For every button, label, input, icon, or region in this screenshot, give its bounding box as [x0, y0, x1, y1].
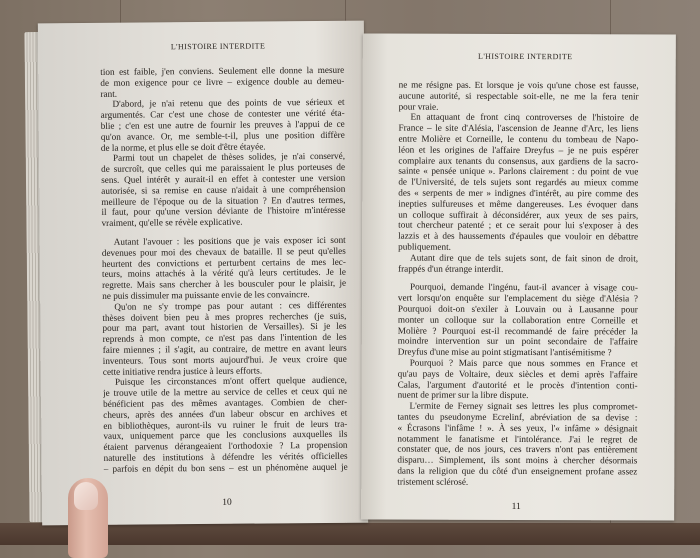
text-line: Calas, l'argument d'autorité et le procès d'intention conti-: [397, 379, 638, 390]
paragraph: [398, 358, 638, 402]
text-line: de la norme, et plus elle se doit d'être étayée.: [100, 141, 266, 153]
text-line: frappés d'un étrange interdit.: [398, 263, 504, 274]
text-line: nuent de primer sur la libre dispute.: [397, 389, 529, 401]
text-line: regrette. Mais sans chercher à les bousculer pour le plaisir, je: [102, 277, 347, 291]
text-line: En attaquant de front cinq controverses de l'histoire de: [410, 112, 639, 123]
text-line: disparu… Simplement, ils sont moins à chercher désormais: [397, 454, 638, 466]
text-line: D'abord, je n'ai retenu que des points de vue sérieux et: [112, 97, 345, 110]
text-line: Pourquoi ? Mais parce que nous sommes en France et: [409, 357, 638, 369]
text-line: vert lorsqu'on enquête sur l'emplacement du siège d'Alésia ?: [397, 292, 638, 304]
right-page: [361, 33, 676, 520]
text-line: qu'au pays de Voltaire, deux siècles et demi après l'affaire: [397, 368, 638, 380]
paragraph: [399, 80, 639, 113]
text-line: « Écrasons l'infâme ! ». À ses yeux, l'« infâme » désignait: [397, 422, 638, 434]
paragraph: [397, 401, 637, 488]
text-line: de surcroît, que celles qui me paraissaient le plus porteuses de: [101, 161, 346, 175]
text-line: sens. Quel intérêt y aurait-il en effet à contester une version: [101, 172, 346, 185]
text-line: thèses doivent bien peu à mes propres recherches (je suis,: [102, 310, 347, 323]
text-line: bénéficient pas des mêmes avantages. Combien de cher-: [103, 396, 348, 409]
text-line: Dreyfus d'une mise au point stigmatisant l'antisémitisme ?: [397, 346, 612, 358]
text-line: Pourquoi doit-on s'exiler à Louvain ou à Lausanne pour: [397, 303, 638, 315]
text-line: de mon exigence pour ce livre – exigence double au demeu-: [100, 75, 345, 88]
text-line: entre Molière et Corneille, le contenu du tombeau de Napo-: [398, 133, 639, 145]
left-page: [38, 21, 368, 526]
text-line: de l'Université, de tels sujets sont regardés au mieux comme: [398, 176, 639, 188]
text-line: un colloque suffirait à déconsidérer, aux yeux de ses pairs,: [398, 209, 639, 220]
text-line: inepties sulfureuses et même dangereuses. Les évoquer dans: [398, 198, 639, 210]
text-line: tristement sclérosé.: [397, 476, 469, 487]
paragraph: [102, 299, 347, 377]
paragraph: [398, 282, 638, 358]
text-line: constater que, de nos jours, ces travers n'ont pas entièrement: [397, 443, 638, 455]
text-line: naturelle des institutions à défendre les vérités officielles: [103, 450, 348, 463]
text-line: des « serpents de mer » indignes d'intérêt, au pire comme des: [398, 187, 639, 199]
text-line: argumentés. Car c'est une chose de contester une vérité éta-: [100, 107, 345, 121]
text-line: vraiment, qu'elle se révèle explicative.: [101, 216, 243, 229]
page-number: 11: [511, 501, 521, 513]
text-line: publiquement.: [398, 241, 451, 252]
text-line: cette initiative rendra justice à leurs efforts.: [102, 365, 263, 377]
text-line: monter un colloque sur la collaboration entre Corneille et: [397, 314, 638, 326]
paragraph: [100, 97, 344, 153]
running-head: L'HISTOIRE INTERDITE: [478, 51, 573, 62]
text-line: sainte « pensée unique ». Parlons clairement : du point de vue: [398, 165, 639, 177]
page-number: 10: [222, 497, 232, 508]
text-line: faire miennes ; il s'agit, au contraire, de mettre en avant leurs: [102, 342, 347, 355]
text-line: Puisque les circonstances m'ont offert quelque audience,: [114, 375, 347, 388]
text-section: [397, 282, 638, 488]
text-line: étaient parvenus dérangeaient l'orthodoxie ? La propension: [103, 439, 348, 452]
text-line: reprends à mon compte, ce n'est pas dans l'intention de les: [102, 331, 347, 345]
text-line: complaire aux tenants du consensus, aux gardiens de la sacro-: [398, 155, 639, 166]
text-line: vaux, uniquement parce que les conclusions auxquelles ils: [103, 429, 348, 442]
text-line: ne me résigne pas. Et lorsque je vois qu'une chose est fausse,: [398, 79, 639, 91]
thumbnail: [74, 482, 98, 510]
text-line: en bibliothèques, auront-ils vu ruiner le fruit de leurs tra-: [103, 418, 348, 431]
running-head: L'HISTOIRE INTERDITE: [170, 41, 266, 52]
text-line: Pourquoi, demande l'ingénu, faut-il avancer à visage cou-: [409, 281, 638, 293]
text-line: Autant dire que de tels sujets sont, de fait sinon de droit,: [410, 252, 639, 264]
text-line: France – le site d'Alésia, l'ascension de Jeanne d'Arc, les liens: [398, 122, 639, 134]
text-section: [398, 80, 639, 275]
paragraph: [101, 151, 346, 229]
text-line: pour vraie.: [398, 101, 439, 112]
text-line: blie ; c'en est une autre de fournir les preuves à l'appui de ce: [100, 118, 345, 131]
text-line: notamment le fanatisme et l'intolérance. J'ai le regret de: [397, 433, 638, 444]
text-line: devenues pour moi des chevaux de bataille. Il se peut qu'elles: [101, 245, 346, 258]
text-line: pour ma part, avant tout historien de Versailles). Si je les: [102, 321, 347, 334]
text-line: L'ermite de Ferney signait ses lettres les plus compromet-: [409, 400, 638, 412]
text-line: tion est faible, j'en conviens. Seulement elle donne la mesure: [100, 64, 345, 77]
text-line: Autant l'avouer : les positions que je vais exposer ici sont: [113, 234, 346, 247]
text-section: [102, 235, 348, 475]
text-line: cheurs, après des années d'un labeur obscur en archives et: [103, 407, 348, 420]
text-line: je trouve utile de la mettre au service de celles et ceux qui ne: [102, 385, 348, 398]
paragraph: [102, 235, 347, 302]
text-line: aucune autorité, si respectable soit-elle, ne me la fera tenir: [398, 90, 639, 102]
text-line: ne puis dissimuler ma puissante envie de les convaincre.: [102, 289, 310, 301]
text-line: léon et les origines de l'affaire Dreyfus – je ne puis espérer: [398, 144, 639, 156]
page-text: [397, 80, 638, 488]
page-text: [100, 65, 348, 475]
text-line: tantes du pseudonyme Ecrelinf, abréviation de sa devise :: [397, 411, 638, 423]
text-line: qu'on avance. Or, me semble-t-il, plus une position diffère: [100, 129, 345, 142]
text-line: Qu'on ne s'y trompe pas pour autant : ces différentes: [114, 299, 347, 312]
paragraph: [398, 112, 638, 253]
text-line: moindre intervention sur un point secondaire de l'affaire: [397, 335, 638, 347]
text-line: Parmi tout un chapelet de thèses solides, je n'ai conservé,: [112, 151, 346, 164]
paragraph: [398, 252, 638, 274]
text-line: lazzis et à des haussements d'épaules que vouloir en débattre: [398, 230, 639, 242]
text-line: teurs, moins attachés à la vérité qu'à leurs certitudes. Je le: [101, 267, 347, 280]
text-line: tout chercheur patenté ; et ce serait pour lui s'exposer à des: [398, 219, 639, 231]
paragraph: [103, 375, 348, 474]
text-line: autorisée, si sa remise en cause n'aidait à une compréhension: [101, 183, 346, 196]
paragraph: [100, 65, 344, 100]
text-section: [100, 65, 345, 229]
text-line: Molière ? Pourquoi est-il recommandé de faire précéder la: [397, 325, 638, 336]
text-line: heurtent des convictions et perturbent certains de mes lec-: [101, 256, 346, 269]
text-line: dans la religion que du côté d'un enseignement profane assez: [397, 465, 638, 477]
text-line: – parfois en dépit du bon sens – est un phénomène auquel je: [103, 461, 348, 474]
text-line: rant.: [100, 88, 118, 99]
text-line: meilleure de l'époque ou de la situation ? En d'autres termes,: [101, 194, 346, 207]
text-line: inventeurs. Tous sont morts aujourd'hui. Je veux croire que: [102, 353, 347, 366]
text-line: il faut, pour qu'une version déviante de l'histoire m'intéresse: [101, 205, 346, 218]
